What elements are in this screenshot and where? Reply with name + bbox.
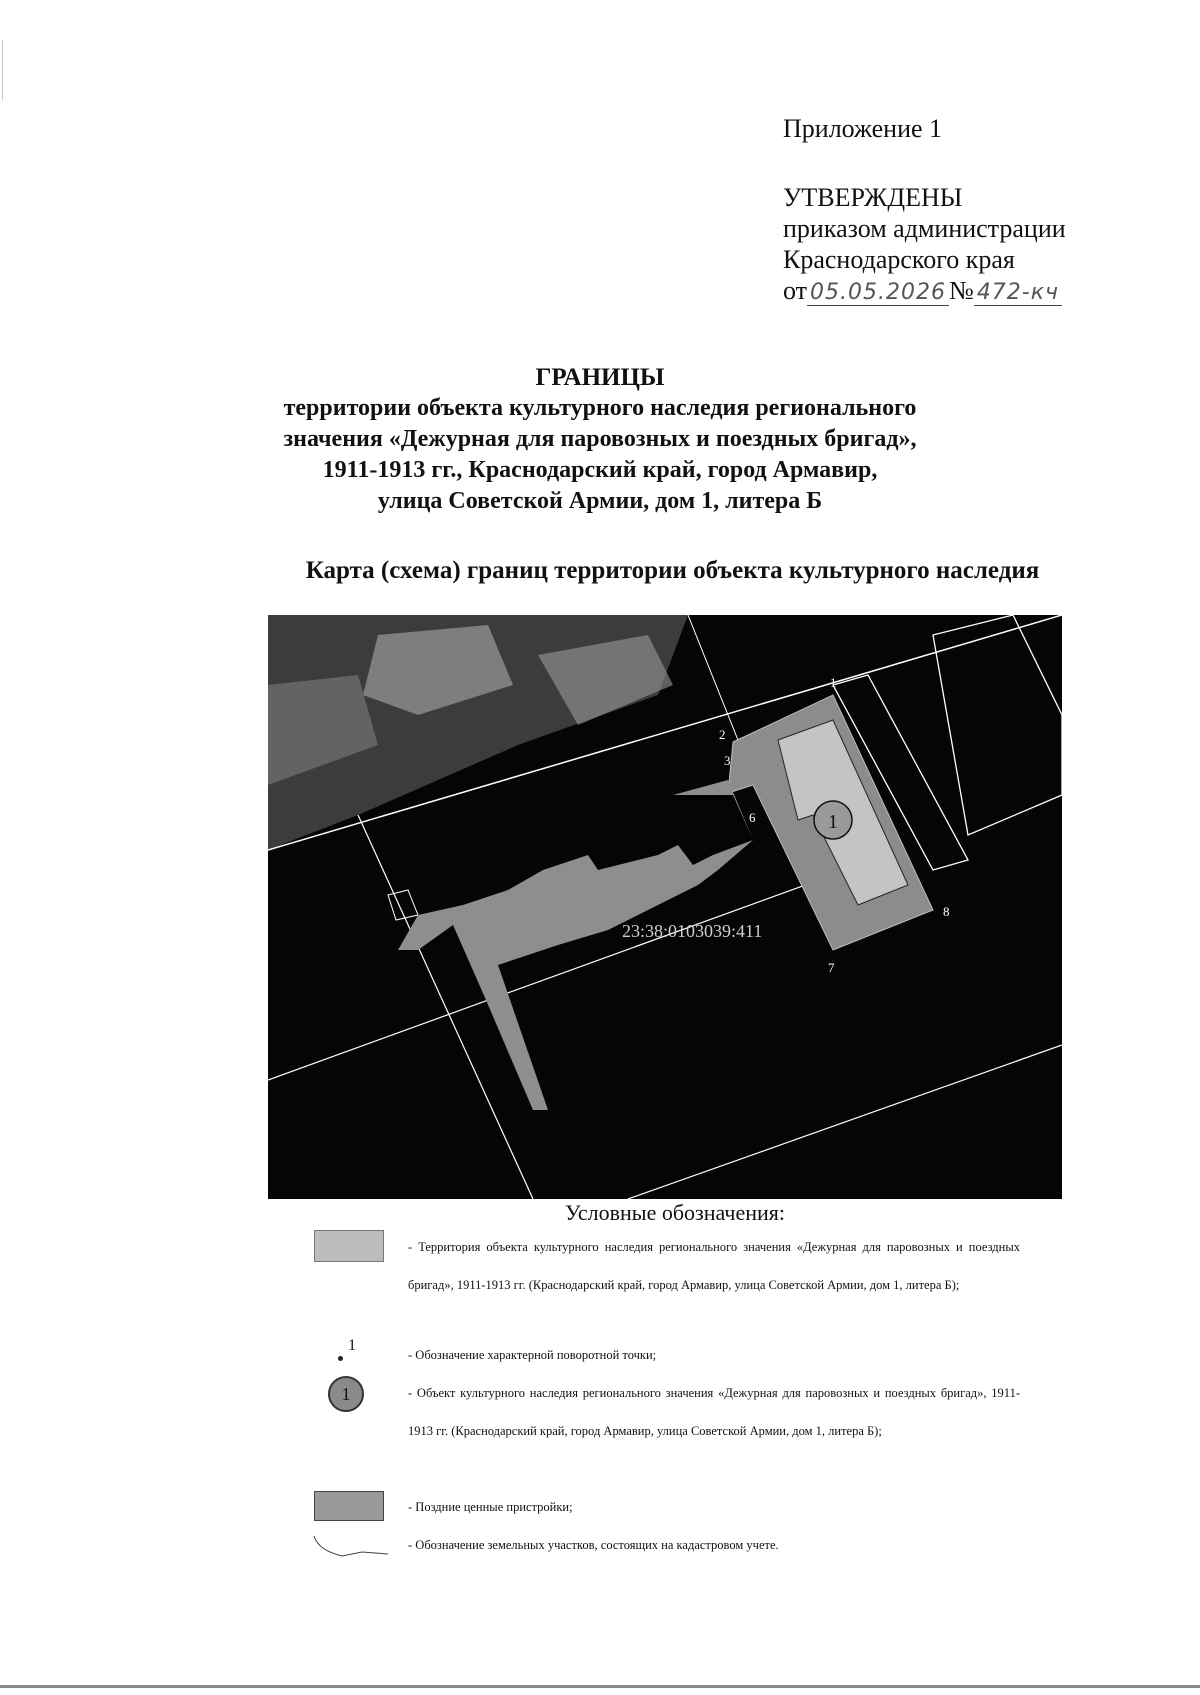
scan-edge-bottom [0, 1685, 1200, 1688]
extensions-swatch [314, 1491, 384, 1521]
appendix-label: Приложение 1 [783, 114, 943, 143]
legend-text-parcels: - Обозначение земельных участков, состоящих на кадастровом учете. [408, 1538, 779, 1552]
point-label-2: 2 [719, 727, 726, 742]
point-label-3: 3 [724, 753, 731, 768]
number-prefix: № [949, 276, 974, 305]
map-title: Карта (схема) границ территории объекта культурного наследия [305, 557, 1040, 584]
order-date: 05.05.2026 [807, 280, 949, 306]
title-line-1: территории объекта культурного наследия регионального [283, 395, 917, 421]
scan-edge-left [2, 40, 3, 100]
legend-title: Условные обозначения: [564, 1200, 786, 1225]
date-prefix: от [783, 276, 808, 305]
title-line-2: значения «Дежурная для паровозных и поездных бригад», [283, 426, 917, 452]
order-label: приказом администрации [783, 214, 1066, 243]
boundary-map [268, 615, 1062, 1199]
legend-text-object: - Объект культурного наследия регионального значения «Дежурная для паровозных и поездных бригад», 1911-1913 гг. (Краснодарский край, город Армавир, улица Советской Армии, дом 1, литера Б); [408, 1386, 1020, 1438]
approval-block [783, 113, 1066, 308]
point-label-7: 7 [828, 960, 835, 975]
object-marker-label: 1 [828, 811, 838, 833]
legend-text-point: - Обозначение характерной поворотной точки; [408, 1348, 657, 1362]
region-label: Краснодарского края [783, 245, 1015, 274]
point-number-label: 1 [348, 1337, 356, 1354]
parcel-line-2 [628, 1045, 1062, 1199]
object-marker-icon: 1 [328, 1376, 364, 1412]
approved-label: УТВЕРЖДЕНЫ [783, 183, 963, 212]
point-label-8: 8 [943, 904, 950, 919]
point-dot-icon [338, 1356, 343, 1361]
small-structure [388, 890, 418, 920]
title-line-4: улица Советской Армии, дом 1, литера Б [377, 488, 823, 514]
legend-text-territory: - Территория объекта культурного наследия регионального значения «Дежурная для паровозных и поездных бригад», 1911-1913 гг. (Краснодарский край, город Армавир, улица Советской Армии, дом 1, литера Б); [408, 1240, 1020, 1292]
later-extensions [398, 780, 753, 1110]
point-label-1: 1 [830, 675, 837, 690]
title-heading: ГРАНИЦЫ [535, 364, 665, 391]
parcel-line-icon [312, 1532, 390, 1560]
document-title [0, 362, 1200, 517]
title-line-3: 1911-1913 гг., Краснодарский край, город Армавир, [322, 457, 878, 483]
point-label-6: 6 [749, 810, 756, 825]
order-number: 472-кч [974, 280, 1062, 306]
legend-text-extensions: - Поздние ценные пристройки; [408, 1500, 573, 1514]
map-svg [268, 615, 1062, 1199]
date-number-line [783, 275, 1066, 308]
cadastral-number: 23:38:0103039:411 [622, 921, 763, 941]
territory-swatch [314, 1230, 384, 1262]
